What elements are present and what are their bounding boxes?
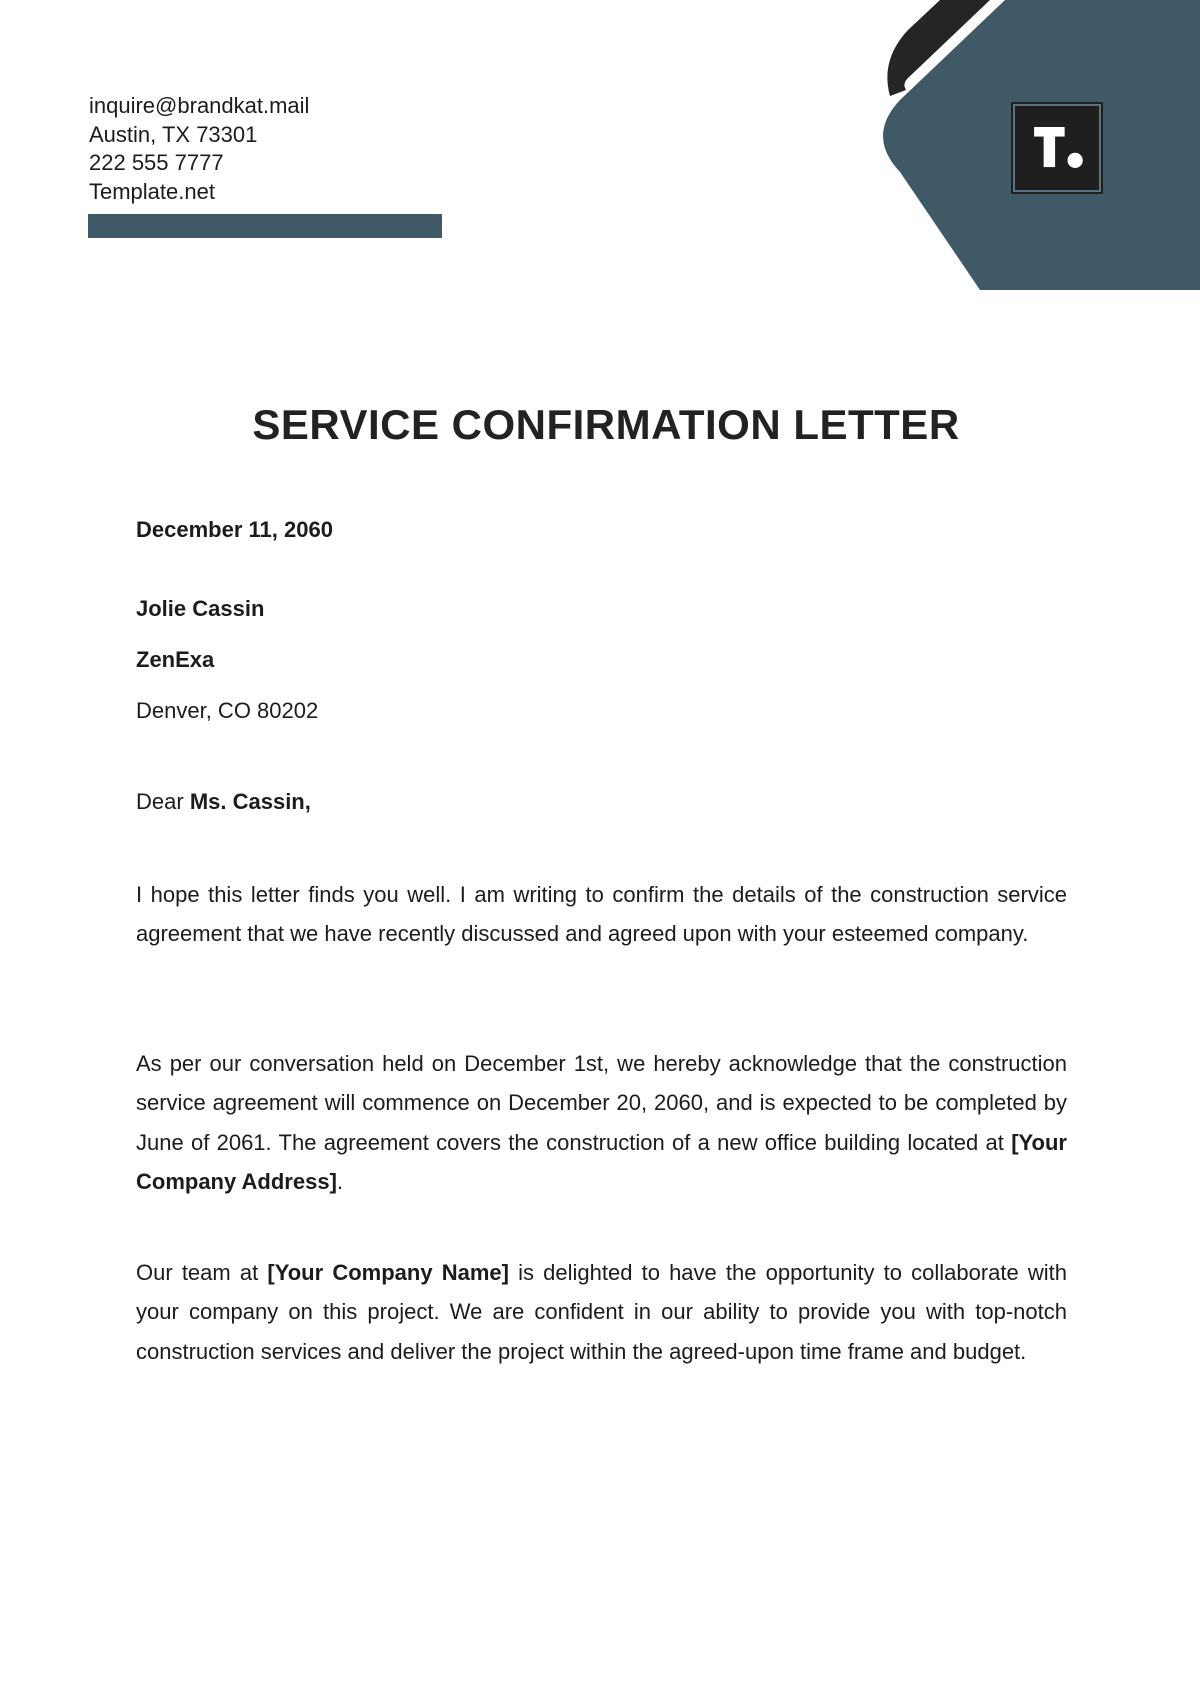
accent-bar bbox=[88, 214, 442, 238]
logo-mark-icon bbox=[1015, 106, 1099, 190]
paragraph-agreement-end: . bbox=[336, 1168, 344, 1194]
sender-phone: 222 555 7777 bbox=[89, 150, 224, 175]
letter-title: SERVICE CONFIRMATION LETTER bbox=[252, 401, 960, 448]
sender-address: Austin, TX 73301 bbox=[89, 121, 258, 147]
recipient-company: ZenExa bbox=[136, 647, 215, 672]
sender-website: Template.net bbox=[89, 178, 215, 204]
salutation-name: Ms. Cassin, bbox=[189, 789, 311, 814]
company-address-placeholder: [Your Company Address] bbox=[136, 1129, 1067, 1194]
recipient-address: Denver, CO 80202 bbox=[136, 698, 319, 723]
salutation-greeting: Dear bbox=[136, 789, 184, 814]
paragraph-agreement-text: As per our conversation held on December 1st, we hereby acknowledge that the construction service agreement will commence on December 20, 2060, and is expected to be completed by June of 2061. The agreement covers the construction of a new office building located at bbox=[136, 1051, 1067, 1155]
paragraph-team bbox=[136, 1253, 1067, 1371]
paragraph-agreement bbox=[136, 1044, 1067, 1201]
company-name-placeholder: [Your Company Name] bbox=[267, 1260, 509, 1285]
paragraph-team-start: Our team at bbox=[136, 1260, 259, 1285]
sender-contact bbox=[89, 92, 309, 206]
sender-email: inquire@brandkat.mail bbox=[89, 93, 310, 118]
brand-logo bbox=[1013, 104, 1101, 192]
paragraph-team-text: is delighted to have the opportunity to collaborate with your company on this project. We are confident in our ability to provide you with top-notch construction services and deliver the project within the agreed-upon time frame and budget. bbox=[136, 1260, 1068, 1364]
paragraph-intro: I hope this letter finds you well. I am writing to confirm the details of the construction service agreement that we have recently discussed and agreed upon with your esteemed company. bbox=[136, 882, 1067, 947]
salutation bbox=[136, 789, 311, 815]
recipient-name: Jolie Cassin bbox=[136, 596, 265, 621]
letter-date: December 11, 2060 bbox=[136, 517, 333, 542]
